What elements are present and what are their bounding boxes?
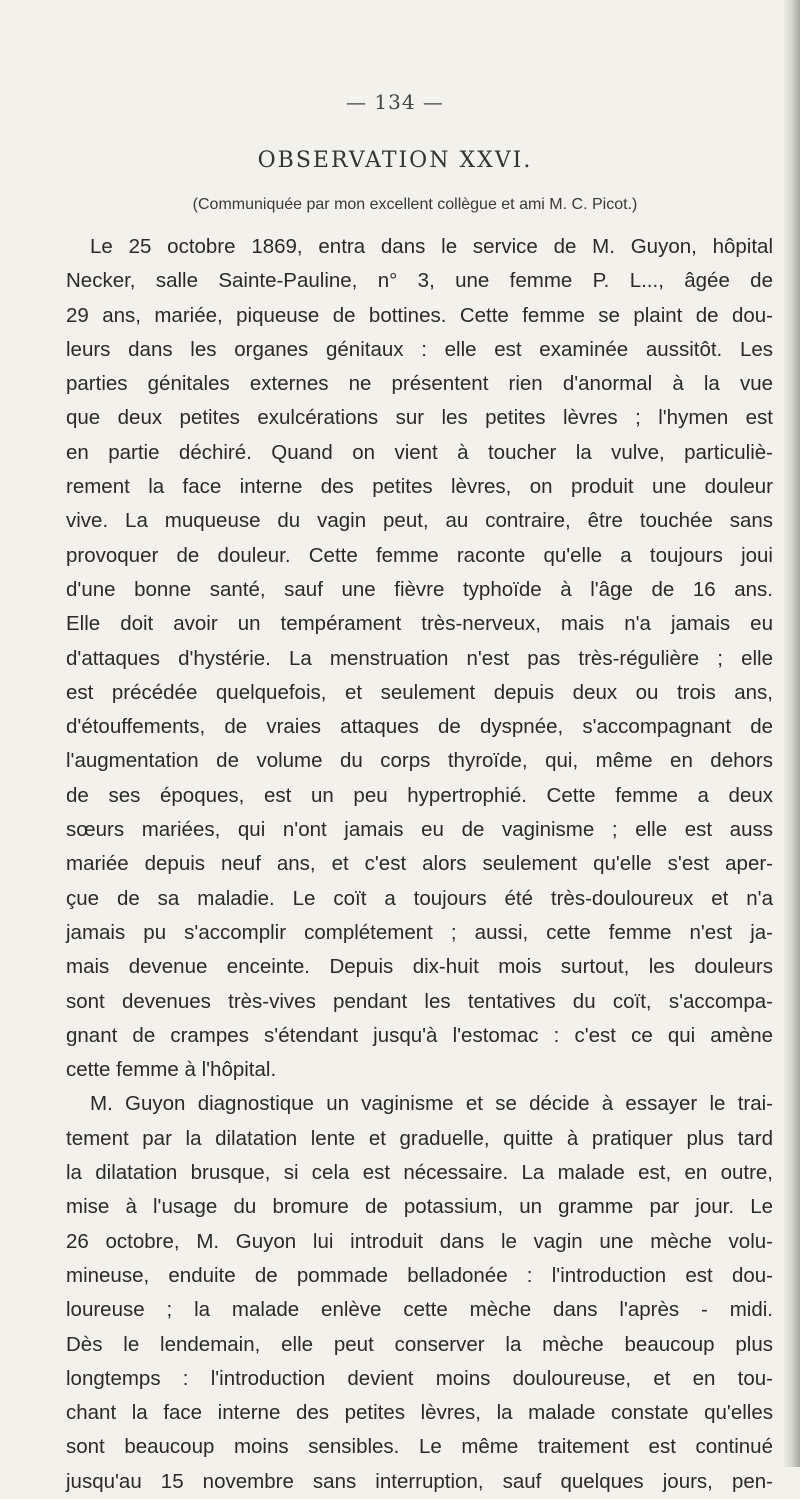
text-line: mineuse, enduite de pommade belladonée : l'introduction est dou-: [66, 1263, 773, 1287]
text-line: mariée depuis neuf ans, et c'est alors seulement qu'elle s'est aper-: [66, 852, 773, 876]
observation-subtitle: (Communiquée par mon excellent collègue et ami M. C. Picot.): [192, 196, 638, 213]
text-line: mise à l'usage du bromure de potassium, un gramme par jour. Le: [66, 1195, 773, 1219]
body-text: [66, 230, 773, 1499]
text-line: de ses époques, est un peu hypertrophié. Cette femme a deux: [66, 783, 773, 807]
text-line: mais devenue enceinte. Depuis dix-huit mois surtout, les douleurs: [66, 955, 773, 979]
text-line: cette femme à l'hôpital.: [66, 1058, 277, 1082]
text-line: l'augmentation de volume du corps thyroïde, qui, même en dehors: [66, 749, 773, 773]
text-line: longtemps : l'introduction devient moins douloureuse, et en tou-: [66, 1366, 773, 1390]
text-line: Le 25 octobre 1869, entra dans le service de M. Guyon, hôpital: [90, 235, 773, 258]
text-line: Necker, salle Sainte-Pauline, n° 3, une femme P. L..., âgée de: [66, 269, 773, 293]
text-line: sont beaucoup moins sensibles. Le même traitement est continué: [66, 1435, 773, 1459]
text-line: est précédée quelquefois, et seulement depuis deux ou trois ans,: [66, 680, 773, 704]
text-line: tement par la dilatation lente et graduelle, quitte à pratiquer plus tard: [66, 1126, 773, 1150]
page-number: — 134 —: [346, 90, 444, 114]
text-line: d'une bonne santé, sauf une fièvre typhoïde à l'âge de 16 ans.: [66, 577, 773, 601]
text-line: rement la face interne des petites lèvres, on produit une douleur: [66, 475, 773, 499]
text-line: la dilatation brusque, si cela est nécessaire. La malade est, en outre,: [66, 1161, 773, 1185]
text-line: çue de sa maladie. Le coït a toujours été très-douloureux et n'a: [66, 886, 773, 910]
text-line: chant la face interne des petites lèvres, la malade constate qu'elles: [66, 1401, 773, 1425]
text-line: d'étouffements, de vraies attaques de dyspnée, s'accompagnant de: [66, 715, 773, 739]
page-edge-shadow: [784, 0, 800, 1467]
text-line: leurs dans les organes génitaux : elle est examinée aussitôt. Les: [66, 337, 773, 361]
text-line: sœurs mariées, qui n'ont jamais eu de vaginisme ; elle est auss: [66, 818, 773, 842]
observation-title: OBSERVATION XXVI.: [257, 148, 533, 173]
text-line: en partie déchiré. Quand on vient à toucher la vulve, particuliè-: [66, 440, 773, 464]
text-line: sont devenues très-vives pendant les tentatives du coït, s'accompa-: [66, 989, 773, 1013]
text-line: M. Guyon diagnostique un vaginisme et se décide à essayer le trai-: [90, 1092, 773, 1116]
text-line: gnant de crampes s'étendant jusqu'à l'estomac : c'est ce qui amène: [66, 1023, 773, 1047]
text-line: Elle doit avoir un tempérament très-nerveux, mais n'a jamais eu: [66, 612, 773, 636]
text-line: parties génitales externes ne présentent rien d'anormal à la vue: [66, 372, 773, 396]
text-line: que deux petites exulcérations sur les petites lèvres ; l'hymen est: [66, 406, 773, 430]
text-line: 26 octobre, M. Guyon lui introduit dans le vagin une mèche volu-: [66, 1229, 773, 1253]
text-line: Dès le lendemain, elle peut conserver la mèche beaucoup plus: [66, 1332, 773, 1356]
text-line: 29 ans, mariée, piqueuse de bottines. Cette femme se plaint de dou-: [66, 303, 773, 327]
text-line: d'attaques d'hystérie. La menstruation n'est pas très-régulière ; elle: [66, 646, 773, 670]
text-line: loureuse ; la malade enlève cette mèche dans l'après - midi.: [66, 1298, 773, 1322]
text-line: jusqu'au 15 novembre sans interruption, sauf quelques jours, pen-: [66, 1469, 773, 1493]
text-line: vive. La muqueuse du vagin peut, au contraire, être touchée sans: [66, 509, 773, 533]
text-line: provoquer de douleur. Cette femme raconte qu'elle a toujours joui: [66, 543, 773, 567]
text-line: jamais pu s'accomplir complétement ; aussi, cette femme n'est ja-: [66, 920, 773, 944]
